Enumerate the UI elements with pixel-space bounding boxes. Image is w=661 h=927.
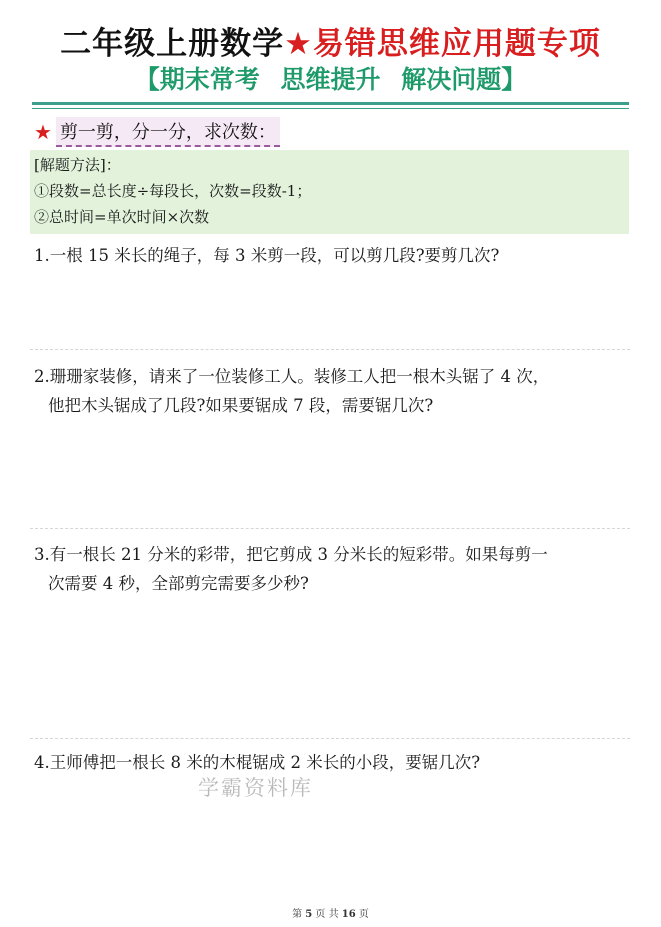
subtitle-item-2: 思维提升	[280, 65, 381, 94]
method-heading: [解题方法]：	[34, 156, 121, 174]
section-star-icon: ★	[34, 120, 52, 144]
question-line: 次需要 4 秒，全部剪完需要多少秒?	[48, 574, 309, 593]
title-topic: 易错思维应用题专项	[312, 26, 601, 62]
divider	[30, 528, 630, 529]
method-box	[30, 150, 629, 234]
section-heading	[34, 118, 280, 146]
watermark: 学霸资料库	[198, 776, 313, 800]
title-star-icon: ★	[284, 26, 313, 62]
subtitle	[0, 60, 661, 96]
divider	[30, 738, 630, 739]
question-2	[34, 362, 630, 420]
question-line: 他把木头锯成了几段?如果要锯成 7 段，需要锯几次?	[48, 396, 434, 415]
question-line: 1.一根 15 米长的绳子，每 3 米剪一段，可以剪几段?要剪几次?	[34, 246, 500, 265]
question-3	[34, 540, 630, 598]
question-1	[34, 241, 630, 270]
method-line-1: ①段数=总长度÷每段长，次数=段数-1；	[34, 182, 312, 200]
page-title	[0, 18, 661, 63]
page-suffix: 页	[358, 909, 369, 920]
page-current: 5	[305, 909, 313, 920]
page-number	[0, 905, 661, 920]
question-line: 2.珊珊家装修，请来了一位装修工人。装修工人把一根木头锯了 4 次，	[34, 367, 550, 386]
title-grade: 二年级上册数学	[60, 26, 285, 62]
question-line: 3.有一根长 21 分米的彩带，把它剪成 3 分米长的短彩带。如果每剪一	[34, 545, 548, 564]
subtitle-item-1: 【期末常考	[134, 65, 260, 94]
subtitle-item-3: 解决问题】	[401, 65, 527, 94]
page-middle: 页 共	[315, 909, 339, 920]
page-total: 16	[341, 909, 356, 920]
page-prefix: 第	[292, 909, 303, 920]
section-title: 剪一剪，分一分，求次数：	[56, 117, 280, 147]
question-4	[34, 748, 630, 777]
header-rule-thick	[32, 102, 629, 105]
question-line: 4.王师傅把一根长 8 米的木棍锯成 2 米长的小段，要锯几次?	[34, 753, 481, 772]
method-line-2: ②总时间=单次时间×次数	[34, 208, 210, 226]
divider	[30, 349, 630, 350]
header-rule-thin	[32, 108, 629, 109]
